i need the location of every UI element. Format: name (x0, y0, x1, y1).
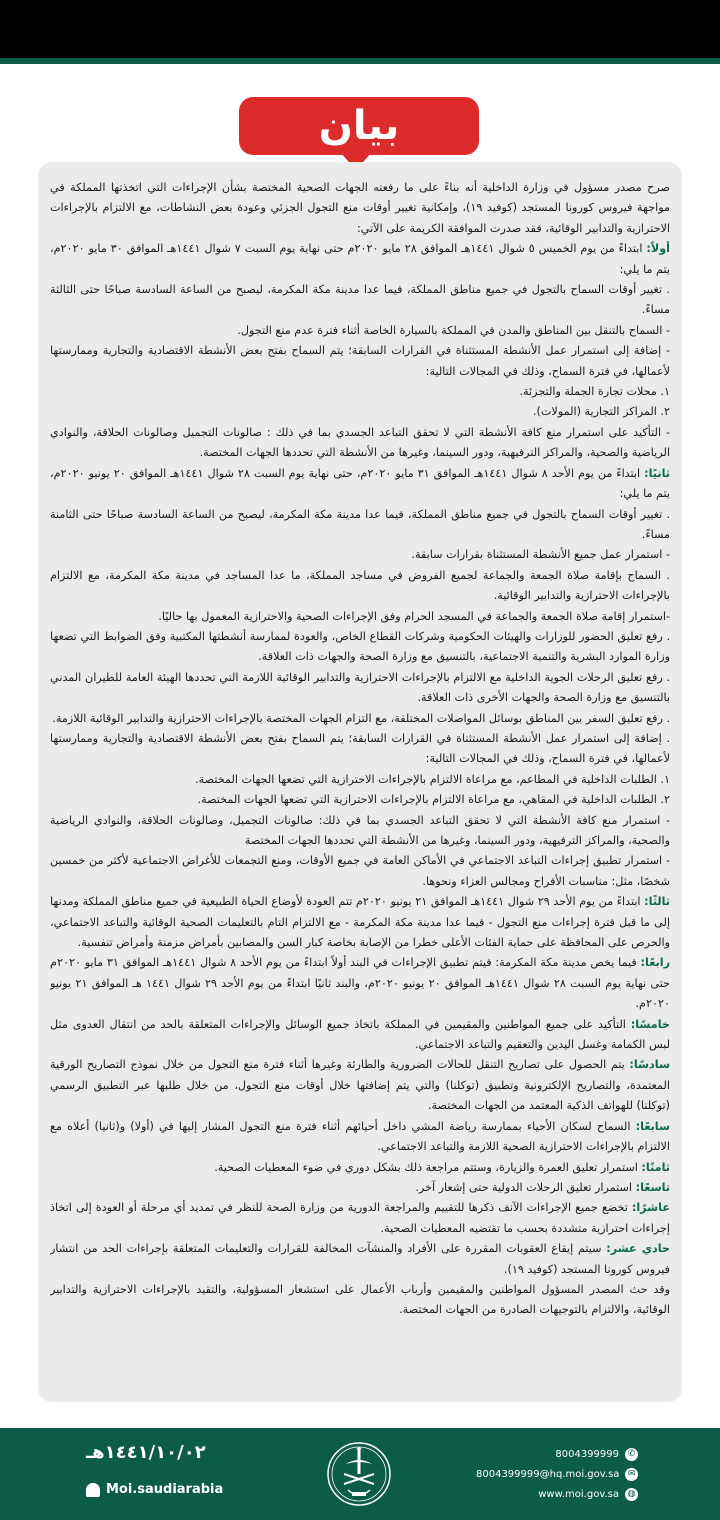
clause-number: خامسًا: (630, 1017, 670, 1031)
paragraph-text: التأكيد على جميع المواطنين والمقيمين في المملكة باتخاذ جميع الوسائل والإجراءات المتعلقة بالحد من انتقال العدوى مثل لبس الكمامة وغسل اليدين والتعقيم والتباعد الاجتماعي. (50, 1017, 670, 1052)
email-icon: ✉ (625, 1468, 638, 1481)
snapchat-handle[interactable] (86, 1482, 223, 1497)
statement-paragraph (50, 423, 670, 464)
clause-number: سادسًا: (629, 1058, 670, 1072)
paragraph-text: صرح مصدر مسؤول في وزارة الداخلية أنه بناءً على ما رفعته الجهات الصحية المختصة بشأن الإجراءات التي اتخذتها المملكة في مواجهة فيروس كورونا المستجد (كوفيد ١٩)، وإمكانية تغيير أوقات منع التجول الجزئي وعودة بعض النشاطات، مع الالتزام بالإجراءات الاحترازية والتدابير الوقائية، فقد صدرت الموافقة الكريمة على الآتي: (50, 181, 670, 235)
paragraph-text: فيما يخص مدينة مكة المكرمة: فيتم تطبيق الإجراءات في البند أولاً ابتداءً من يوم الأحد ٨ شوال ١٤٤١هـ الموافق ٣١ مايو ٢٠٢٠م حتى نهاية يوم السبت ٢٨ شوال ١٤٤١هـ الموافق ٢٠ يونيو ٢٠٢٠م، والبند ثانيًا ابتداءً من يوم الأحد ٢٩ شوال ١٤٤١ هـ الموافق ٢١ يونيو ٢٠٢٠م. (50, 956, 670, 1011)
globe-icon: ◍ (625, 1488, 638, 1501)
clause-number: ثانيًا: (644, 466, 670, 480)
clause-number: ثامنًا: (641, 1160, 670, 1174)
header-divider (0, 64, 720, 66)
statement-paragraph (50, 505, 670, 546)
statement-paragraph (50, 790, 670, 810)
clause-number: أولاً: (646, 242, 670, 256)
statement-paragraph (50, 709, 670, 729)
footer-date: ١٤٤١/١٠/٠٢هـ (86, 1442, 206, 1463)
statement-paragraph (50, 239, 670, 280)
paragraph-text: ابتداءً من يوم الخميس ٥ شوال ١٤٤١هـ الموافق ٢٨ مايو ٢٠٢٠م حتى نهاية يوم السبت ٧ شوال ١٤٤١هـ الموافق ٣٠ مايو ٢٠٢٠م، يتم ما يلي: (50, 242, 670, 276)
paragraph-text: استمرار تعليق الرحلات الدولية حتى إشعار آخر. (415, 1180, 636, 1194)
paragraph-text: يتم الحصول على تصاريح التنقل للحالات الضرورية والطارئة وغيرها أثناء فترة منع التجول من خلال نموذج التصاريح الورقية المعتمدة، والتصاريح الإلكترونية وتطبيق (توكلنا) والتي يتم إضافتها خلال أوقات منع التجول، من خلال طلبها عبر التطبيق الرسمي (توكلنا) للهواتف الذكية المعتمد من الجهات المختصة. (50, 1058, 670, 1113)
paragraph-text: . إضافة إلى استمرار عمل الأنشطة المستثناة في القرارات السابقة؛ يتم السماح بفتح بعض الأنشطة الاقتصادية والتجارية وممارستها لأعمالها، في فترة السماح، وذلك في المجالات التالية: (50, 731, 670, 766)
statement-paragraph (50, 851, 670, 892)
statement-paragraph (50, 1117, 670, 1158)
paragraph-text: ٢. الطلبات الداخلية في المقاهي، مع مراعاة الالتزام بالإجراءات الاحترازية التي تضعها الجهات المختصة. (197, 793, 670, 807)
paragraph-text: استمرار تعليق العمرة والزيارة، وستتم مراجعة ذلك بشكل دوري في ضوء المعطيات الصحية. (214, 1160, 642, 1174)
paragraph-text: - التأكيد على استمرار منع كافة الأنشطة التي لا تحقق التباعد الجسدي بما في ذلك : صالونات التجميل وصالونات الحلاقة، والنوادي الرياضية والصحية، والمراكز الترفيهية، ودور السينما، وغيرها من الأنشطة التي تحددها الجهات المختصة. (50, 425, 670, 460)
clause-number: حادي عشر: (606, 1242, 670, 1256)
paragraph-text: سيتم إيقاع العقوبات المقررة على الأفراد والمنشآت المخالفة للقرارات والتعليمات المتعلقة بإجراءات الحد من انتشار فيروس كورونا المستجد (كوفيد ١٩). (50, 1242, 670, 1276)
statement-paragraph (50, 341, 670, 382)
title-badge: بيان (239, 97, 479, 155)
statement-paragraph (50, 464, 670, 505)
statement-paragraph (50, 811, 670, 852)
paragraph-text: . رفع تعليق السفر بين المناطق بوسائل المواصلات المختلفة، مع التزام الجهات المختصة بالإجراءات الاحترازية والتدابير الوقائية اللازمة. (52, 711, 670, 725)
statement-paragraph (50, 953, 670, 1014)
paragraph-text: ٢. المراكز التجارية (المولات). (532, 405, 670, 419)
snapchat-label: Moi.saudiarabia (106, 1482, 224, 1497)
website-url: www.moi.gov.sa (538, 1488, 619, 1500)
email-row[interactable] (476, 1464, 638, 1484)
statement-paragraph (50, 627, 670, 668)
statement-paragraph (50, 668, 670, 709)
paragraph-text: - إضافة إلى استمرار عمل الأنشطة المستثناة في القرارات السابقة؛ يتم السماح بفتح بعض الأنشطة الاقتصادية والتجارية وممارستها لأعمالها، في فترة السماح، وذلك في المجالات التالية: (50, 344, 670, 378)
statement-paragraph (50, 382, 670, 402)
website-row[interactable] (476, 1484, 638, 1504)
paragraph-text: تخضع جميع الإجراءات الآنف ذكرها للتقييم والمراجعة الدورية من وزارة الصحة للنظر في تمديد أي مرحلة أو العودة إلى اتخاذ إجراءات احترازية متشددة بحسب ما تقتضيه المعطيات الصحية. (50, 1201, 670, 1235)
statement-paragraph (50, 1239, 670, 1280)
paragraph-text: وقد حث المصدر المسؤول المواطنين والمقيمين وأرباب الأعمال على استشعار المسؤولية، والتقيد بالإجراءات الاحترازية والتدابير الوقائية، والالتزام بالتوجيهات الصادرة من الجهات المختصة. (50, 1282, 670, 1317)
statement-paragraph (50, 1178, 670, 1198)
paragraph-text: - استمرار منع كافة الأنشطة التي لا تحقق التباعد الجسدي بما في ذلك: صالونات التجميل، وصالونات الحلاقة، والنوادي الرياضية والصحية، والمراكز الترفيهية، ودور السينما، وغيرها من الأنشطة التي تحددها الجهات المختصة (50, 813, 670, 847)
clause-number: ثالثًا: (644, 895, 670, 909)
email-address: 8004399999@hq.moi.gov.sa (476, 1468, 620, 1480)
statement-paragraph (50, 402, 670, 422)
paragraph-text: . تغيير أوقات السماح بالتجول في جميع مناطق المملكة، فيما عدا مدينة مكة المكرمة، ليصبح من الساعة السادسة صباحًا حتى الثالثة مساءً. (50, 283, 670, 317)
paragraph-text: ابتداءً من يوم الأحد ٢٩ شوال ١٤٤١هـ الموافق ٢١ يونيو ٢٠٢٠م تتم العودة لأوضاع الحياة الطبيعية في جميع مناطق المملكة ومدنها إلى ما قبل فترة إجراءات منع التجول - فيما عدا مدينة مكة المكرمة - مع الالتزام التام بالتعليمات الصحية الوقائية والتباعد الاجتماعي، والحرص على المحافظة على حماية الفئات الأعلى خطرا من الإصابة بخاصة كبار السن والمصابين بأمراض مزمنة وأمراض تنفسية. (50, 895, 670, 950)
statement-body (50, 178, 670, 1398)
clause-number: رابعًا: (640, 956, 670, 970)
statement-paragraph (50, 607, 670, 627)
ministry-emblem (326, 1434, 392, 1514)
paragraph-text: ١. الطلبات الداخلية في المطاعم، مع مراعاة الالتزام بالإجراءات الاحترازية التي تضعها الجهات المختصة. (195, 772, 670, 786)
snapchat-icon (86, 1483, 100, 1497)
statement-paragraph (50, 566, 670, 607)
paragraph-text: . رفع تعليق الحضور للوزارات والهيئات الحكومية وشركات القطاع الخاص، والعودة لممارسة أنشطتها المكتبية وفق الضوابط التي تضعها وزارة الموارد البشرية والتنمية الاجتماعية، بالتنسيق مع وزارة الصحة والجهات ذات العلاقة. (50, 629, 670, 664)
statement-paragraph (50, 729, 670, 770)
paragraph-text: - السماح بالتنقل بين المناطق والمدن في المملكة بالسيارة الخاصة أثناء فترة عدم منع التجول. (237, 323, 670, 337)
footer (0, 1428, 720, 1520)
statement-paragraph (50, 321, 670, 341)
clause-number: عاشرًا: (631, 1201, 670, 1215)
phone-row[interactable] (476, 1444, 638, 1464)
statement-paragraph (50, 1158, 670, 1178)
paragraph-text: ١. محلات تجارة الجملة والتجزئة. (519, 385, 670, 399)
statement-paragraph (50, 280, 670, 321)
paragraph-text: . تغيير أوقات السماح بالتجول في جميع مناطق المملكة، فيما عدا مدينة مكة المكرمة، ليصبح من الساعة السادسة صباحًا حتى الثامنة مساءً. (50, 507, 670, 541)
phone-number: 8004399999 (555, 1448, 619, 1460)
statement-paragraph (50, 1055, 670, 1116)
statement-paragraph (50, 1015, 670, 1056)
statement-paragraph (50, 892, 670, 953)
statement-paragraph (50, 770, 670, 790)
paragraph-text: . السماح بإقامة صلاة الجمعة والجماعة لجميع الفروض في مساجد المملكة، ما عدا المساجد في مدينة مكة المكرمة، مع الالتزام بالإجراءات الاحترازية والتدابير الوقائية. (50, 568, 670, 603)
paragraph-text: -استمرار إقامة صلاة الجمعة والجماعة في المسجد الحرام وفق الإجراءات الصحية والاحترازية المعمول بها حاليًا. (158, 609, 670, 623)
paragraph-text: - استمرار عمل جميع الأنشطة المستثناة بقرارات سابقة. (411, 548, 670, 562)
clause-number: سابعًا: (635, 1119, 670, 1133)
paragraph-text: السماح لسكان الأحياء بممارسة رياضة المشي داخل أحيائهم أثناء فترة منع التجول المشار إليها في (أولا) و(ثانيا) أعلاه مع الالتزام بالإجراءات الاحترازية الصحية اللازمة والتباعد الاجتماعي. (50, 1119, 670, 1154)
statement-paragraph (50, 1198, 670, 1239)
paragraph-text: ابتداءً من يوم الأحد ٨ شوال ١٤٤١هـ الموافق ٣١ مايو ٢٠٢٠م، حتى نهاية يوم السبت ٢٨ شوال ١٤٤١هـ الموافق ٢٠ يونيو ٢٠٢٠م، يتم ما يلي: (50, 466, 670, 501)
statement-paragraph (50, 1280, 670, 1321)
phone-icon: ✆ (625, 1448, 638, 1461)
status-bar (0, 0, 720, 58)
clause-number: تاسعًا: (635, 1180, 670, 1194)
paragraph-text: . رفع تعليق الرحلات الجوية الداخلية مع الالتزام بالإجراءات الاحترازية والتدابير الوقائية اللازمة التي تحددها الهيئة العامة للطيران المدني بالتنسيق مع وزارة الصحة والجهات الأخرى ذات العلاقة. (50, 670, 670, 705)
paragraph-text: - استمرار تطبيق إجراءات التباعد الاجتماعي في الأماكن العامة في جميع الأوقات، ومنع التجمعات للأغراض الاجتماعية لأكثر من خمسين شخصًا، مثل: مناسبات الأفراح ومجالس العزاء ونحوها. (50, 854, 670, 888)
statement-paragraph (50, 178, 670, 239)
statement-paragraph (50, 545, 670, 565)
contact-info (476, 1444, 638, 1504)
